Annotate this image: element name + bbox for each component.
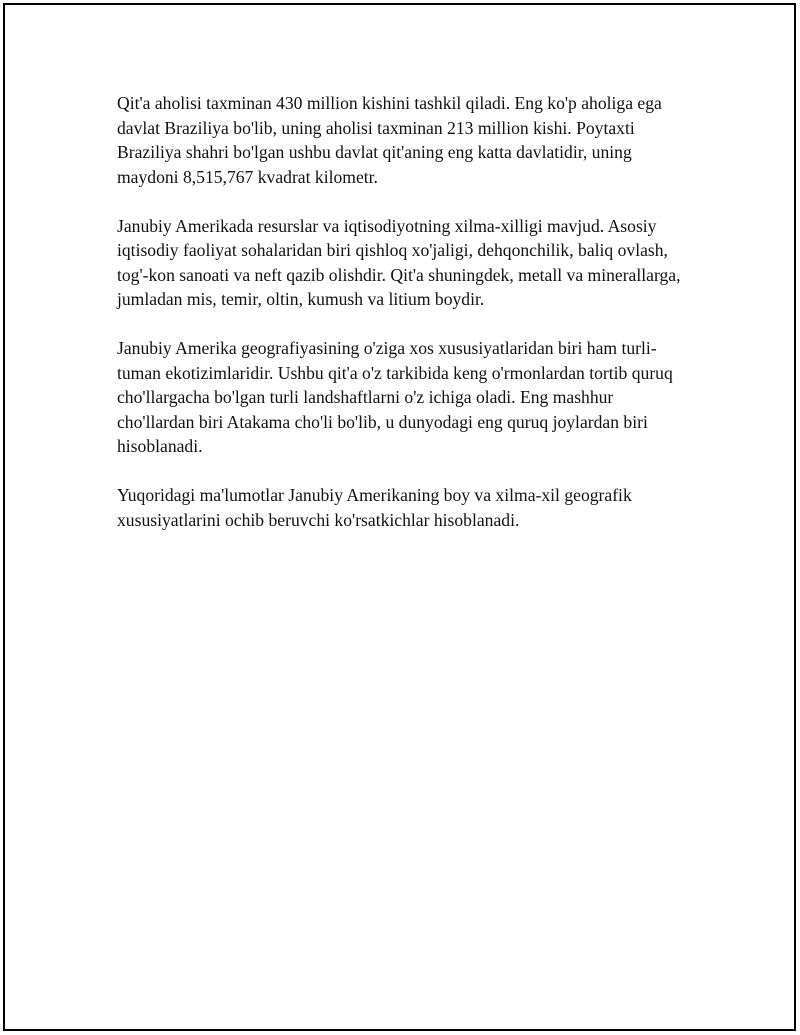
paragraph-ecosystems: Janubiy Amerika geografiyasining o'ziga xos xususiyatlaridan biri ham turli-tuman ekotizimlaridir. Ushbu qit'a o'z tarkibida keng o'rmonlardan tortib quruq cho'llargacha bo'lgan turli landshaftlarni o'z ichiga oladi. Eng mashhur cho'llardan biri Atakama cho'li bo'lib, u dunyodagi eng quruq joylardan biri hisoblanadi. xyxy=(117,338,673,456)
paragraph-economy: Janubiy Amerikada resurslar va iqtisodiyotning xilma-xilligi mavjud. Asosiy iqtisodiy faoliyat sohalaridan biri qishloq xo'jaligi, dehqonchilik, baliq ovlash, tog'-kon sanoati va neft qazib olishdir. Qit'a shuningdek, metall va minerallarga, jumladan mis, temir, oltin, kumush va litium boydir. xyxy=(117,215,681,309)
paragraph-population: Qit'a aholisi taxminan 430 million kishini tashkil qiladi. Eng ko'p aholiga ega davlat Braziliya bo'lib, uning aholisi taxminan 213 million kishi. Poytaxti Braziliya shahri bo'lgan ushbu davlat qit'aning eng katta davlatidir, uning maydoni 8,515,767 kvadrat kilometr. xyxy=(117,93,662,187)
document-body xyxy=(117,91,687,557)
paragraph-summary: Yuqoridagi ma'lumotlar Janubiy Amerikaning boy va xilma-xil geografik xususiyatlarini ochib beruvchi ko'rsatkichlar hisoblanadi. xyxy=(117,485,632,530)
